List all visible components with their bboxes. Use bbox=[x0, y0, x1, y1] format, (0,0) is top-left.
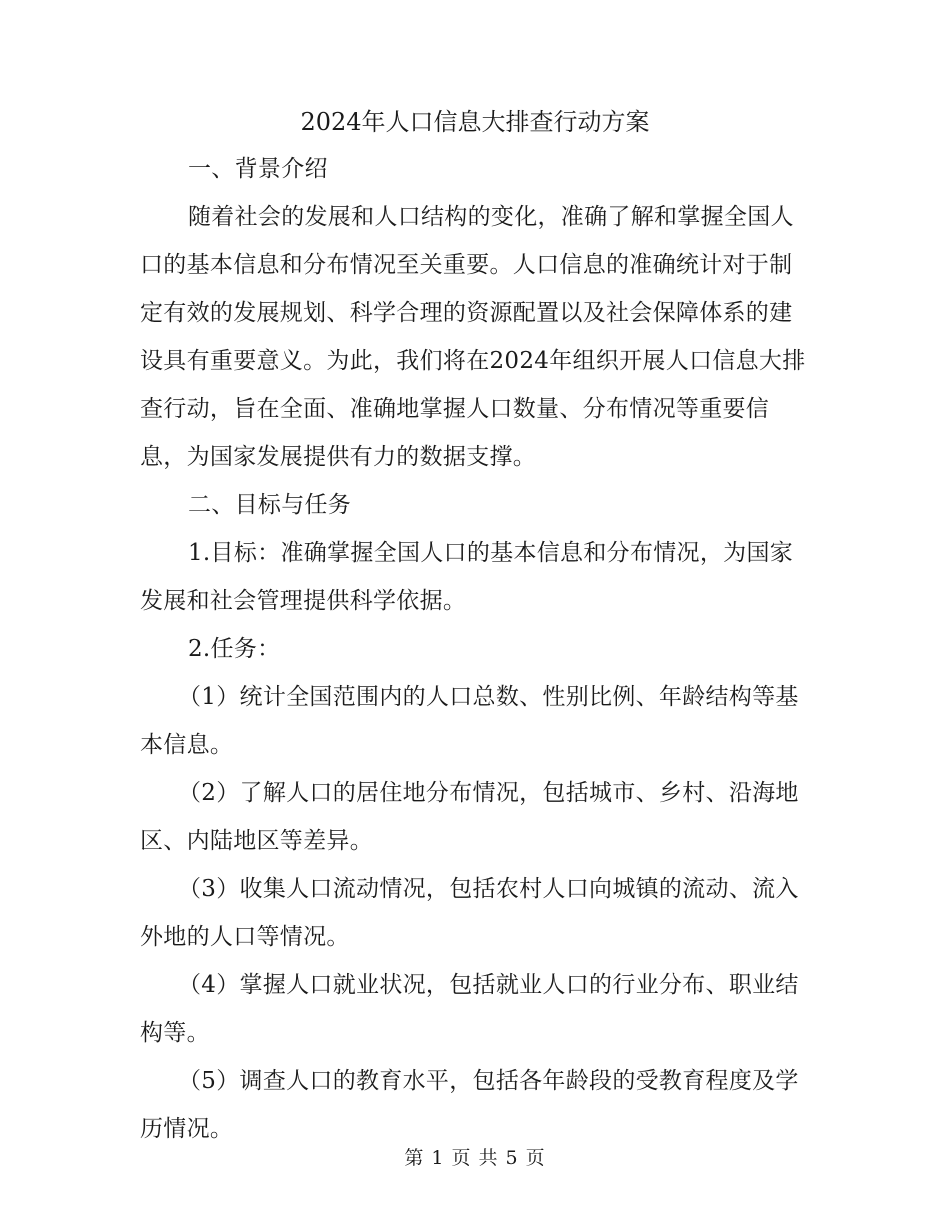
task-heading: 2.任务： bbox=[188, 636, 281, 662]
paragraph-line: 口的基本信息和分布情况至关重要。人口信息的准确统计对于制 bbox=[140, 252, 793, 278]
paragraph-line: 查行动，旨在全面、准确地掌握人口数量、分布情况等重要信 bbox=[140, 396, 770, 422]
paragraph-line: 息，为国家发展提供有力的数据支撑。 bbox=[140, 444, 537, 470]
paragraph-line: 随着社会的发展和人口结构的变化，准确了解和掌握全国人 bbox=[188, 204, 794, 230]
goal-line: 发展和社会管理提供科学依据。 bbox=[140, 588, 467, 614]
document-title: 2024年人口信息大排查行动方案 bbox=[300, 108, 650, 136]
paragraph-line: 设具有重要意义。为此，我们将在2024年组织开展人口信息大排 bbox=[140, 348, 806, 374]
task-item-4-line: 构等。 bbox=[140, 1020, 210, 1046]
paragraph-line: 定有效的发展规划、科学合理的资源配置以及社会保障体系的建 bbox=[140, 300, 793, 326]
document-body bbox=[140, 152, 812, 1146]
section-heading-goals: 二、目标与任务 bbox=[188, 492, 352, 518]
task-item-1-line: 本信息。 bbox=[140, 732, 234, 758]
task-item-5-line: （5）调查人口的教育水平，包括各年龄段的受教育程度及学 bbox=[178, 1068, 799, 1094]
task-item-2-line: （2）了解人口的居住地分布情况，包括城市、乡村、沿海地 bbox=[178, 780, 799, 806]
task-item-1-line: （1）统计全国范围内的人口总数、性别比例、年龄结构等基 bbox=[178, 684, 799, 710]
section-heading-background: 一、背景介绍 bbox=[188, 156, 328, 182]
page-footer: 第 1 页 共 5 页 bbox=[404, 1147, 546, 1169]
task-item-2-line: 区、内陆地区等差异。 bbox=[140, 828, 373, 854]
task-item-5-line: 历情况。 bbox=[140, 1116, 234, 1142]
task-item-4-line: （4）掌握人口就业状况，包括就业人口的行业分布、职业结 bbox=[178, 972, 799, 998]
task-item-3-line: （3）收集人口流动情况，包括农村人口向城镇的流动、流入 bbox=[178, 876, 799, 902]
task-item-3-line: 外地的人口等情况。 bbox=[140, 924, 350, 950]
goal-line: 1.目标：准确掌握全国人口的基本信息和分布情况，为国家 bbox=[188, 540, 794, 566]
